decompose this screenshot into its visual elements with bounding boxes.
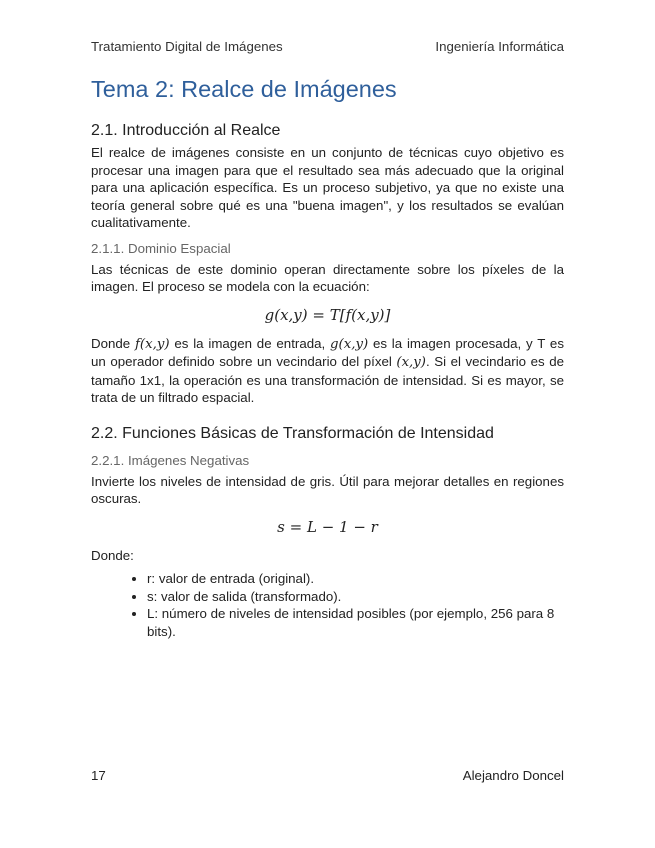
subsection-paragraph-negativas: Invierte los niveles de intensidad de gris. Útil para mejorar detalles en regiones oscuras. — [91, 473, 564, 506]
paragraph-equation-explanation — [91, 335, 564, 407]
subsection-paragraph-dominio-espacial: Las técnicas de este dominio operan directamente sobre los píxeles de la imagen. El proceso se modela con la ecuación: — [91, 261, 564, 294]
document-page — [91, 0, 564, 848]
equation-spatial-domain: g(x,y) = T[f(x,y)] — [264, 305, 391, 324]
subsection-heading-negativas: 2.2.1. Imágenes Negativas — [91, 452, 250, 468]
text-fragment: . Si el vecindario es de tamaño 1x1, la operación es una transformación de intensidad. Si es mayor, se trata de un filtrado espacial. — [91, 354, 564, 405]
section-heading-introduccion: 2.1. Introducción al Realce — [91, 122, 281, 139]
donde-label: Donde: — [91, 547, 134, 563]
section-heading-transformaciones: 2.2. Funciones Básicas de Transformación de Intensidad — [91, 424, 494, 442]
text-fragment: Donde — [91, 335, 135, 351]
math-output-image: g(x,y) — [330, 336, 369, 352]
header-degree: Ingeniería Informática — [435, 39, 564, 54]
variable-list — [91, 570, 564, 640]
page-header — [91, 39, 564, 54]
section-paragraph-introduccion: El realce de imágenes consiste en un conjunto de técnicas cuyo objetivo es procesar una imagen para que el resultado sea más adecuado que la original para una aplicación específica. Es un proceso subjetivo, ya que no existe una teoría general sobre qué es una "buena imagen", y los resultados se evalúan cualitativamente. — [91, 145, 564, 230]
text-fragment: es la imagen procesada, y T es un operador definido sobre un vecindario del píxel — [91, 335, 564, 369]
math-input-image: f(x,y) — [135, 336, 170, 352]
page-title: Tema 2: Realce de Imágenes — [91, 76, 397, 102]
list-item: • r: valor de entrada (original). — [147, 570, 564, 588]
page-content — [91, 74, 564, 640]
list-item: • L: número de niveles de intensidad posibles (por ejemplo, 256 para 8 bits). — [147, 605, 564, 640]
text-fragment: es la imagen de entrada, — [169, 335, 331, 351]
subsection-heading-dominio-espacial: 2.1.1. Dominio Espacial — [91, 240, 231, 256]
page-footer — [91, 768, 564, 783]
equation-negative: s = L − 1 − r — [277, 517, 378, 536]
footer-author: Alejandro Doncel — [462, 768, 564, 783]
header-course: Tratamiento Digital de Imágenes — [91, 39, 283, 54]
list-item: • s: valor de salida (transformado). — [147, 588, 564, 606]
math-pixel: (x,y) — [396, 355, 426, 370]
page-number: 17 — [91, 768, 106, 783]
